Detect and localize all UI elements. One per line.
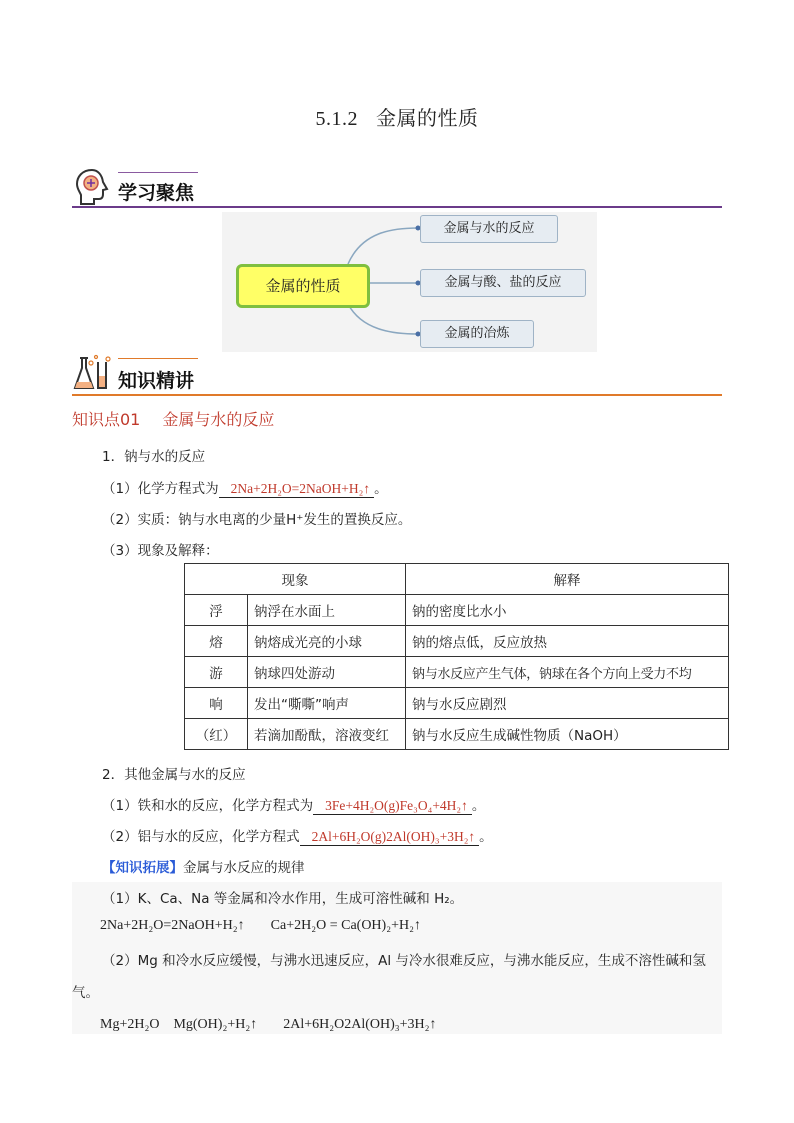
section2-label: 知识精讲 — [118, 370, 195, 392]
row-phenomenon: 发出“嘶嘶”响声 — [248, 688, 406, 719]
s1-essence: （2）实质：钠与水电离的少量H⁺发生的置换反应。 — [102, 512, 412, 528]
table-row — [185, 626, 729, 657]
lab-flask-icon — [72, 354, 112, 394]
table-row — [185, 595, 729, 626]
s1-eq-prefix: （1）化学方程式为 — [102, 481, 219, 497]
extension-title: 金属与水反应的规律 — [183, 860, 305, 876]
kp-title-text: 金属与水的反应 — [162, 410, 275, 429]
head-brain-icon — [74, 168, 110, 206]
row-key: 游 — [185, 657, 248, 688]
extension-eq2 — [100, 1013, 437, 1033]
row-explanation: 钠的密度比水小 — [406, 595, 729, 626]
extension-eq1 — [100, 918, 421, 934]
mind-map-center: 金属的性质 — [236, 264, 370, 308]
title-text: 金属的性质 — [376, 106, 479, 130]
extension-heading — [102, 856, 305, 876]
table-row — [185, 688, 729, 719]
table-header-row — [185, 564, 729, 595]
section-learning-focus — [72, 166, 722, 210]
row-key: 响 — [185, 688, 248, 719]
mind-map-node-water: 金属与水的反应 — [420, 215, 558, 243]
row-key: 熔 — [185, 626, 248, 657]
phenomena-table — [184, 563, 729, 750]
row-key: （红） — [185, 719, 248, 750]
kp-number: 知识点01 — [72, 410, 141, 429]
extension-eq2a: Mg+2H₂O Mg(OH)₂+H₂↑ — [100, 1017, 258, 1032]
row-explanation: 钠与水反应生成碱性物质（NaOH） — [406, 719, 729, 750]
mind-map — [222, 212, 597, 352]
mind-map-node-smelting: 金属的冶炼 — [420, 320, 534, 348]
s1-eq-suffix: 。 — [374, 481, 388, 497]
s1-eq-answer: 2Na+2H₂O=2NaOH+H₂↑ — [219, 481, 374, 498]
s2-fe-line — [102, 794, 485, 815]
s2-heading: 2．其他金属与水的反应 — [102, 767, 246, 783]
mind-map-node-acid-salt: 金属与酸、盐的反应 — [420, 269, 586, 297]
table-header-phenomenon: 现象 — [185, 564, 406, 595]
title-number: 5.1.2 — [315, 108, 358, 130]
row-phenomenon: 钠浮在水面上 — [248, 595, 406, 626]
row-phenomenon: 钠熔成光亮的小球 — [248, 626, 406, 657]
row-phenomenon: 若滴加酚酞，溶液变红 — [248, 719, 406, 750]
s1-phenomena-label: （3）现象及解释： — [102, 543, 219, 559]
s2-fe-answer: 3Fe+4H₂O(g)Fe₃O₄+4H₂↑ — [313, 798, 472, 815]
extension-eq1a: 2Na+2H₂O=2NaOH+H₂↑ — [100, 918, 245, 933]
extension-p2a: （2）Mg 和冷水反应缓慢，与沸水迅速反应，Al 与冷水很难反应，与沸水能反应，生成不溶性碱和氢 — [102, 953, 706, 969]
extension-tag: 【知识拓展】 — [102, 860, 183, 876]
row-phenomenon: 钠球四处游动 — [248, 657, 406, 688]
s1-equation-line — [102, 477, 388, 498]
s2-al-answer: 2Al+6H₂O(g)2Al(OH)₃+3H₂↑ — [300, 829, 480, 846]
section1-label: 学习聚焦 — [118, 182, 195, 204]
extension-p1: （1）K、Ca、Na 等金属和冷水作用，生成可溶性碱和 H₂。 — [102, 891, 464, 907]
row-key: 浮 — [185, 595, 248, 626]
row-explanation: 钠的熔点低，反应放热 — [406, 626, 729, 657]
s1-heading: 1．钠与水的反应 — [102, 449, 206, 465]
table-header-explanation: 解释 — [406, 564, 729, 595]
table-row — [185, 657, 729, 688]
row-explanation: 钠与水反应剧烈 — [406, 688, 729, 719]
extension-eq1b: Ca+2H₂O = Ca(OH)₂+H₂↑ — [270, 918, 421, 933]
s2-fe-prefix: （1）铁和水的反应，化学方程式为 — [102, 798, 314, 814]
extension-eq2b: 2Al+6H₂O2Al(OH)₃+3H₂↑ — [283, 1017, 437, 1032]
knowledge-point-title — [72, 407, 274, 430]
table-row — [185, 719, 729, 750]
s2-fe-suffix: 。 — [471, 798, 486, 814]
s2-al-line — [102, 825, 493, 846]
page-title — [0, 102, 794, 131]
s2-al-suffix: 。 — [479, 829, 493, 845]
extension-p2b: 气。 — [72, 985, 99, 1001]
s2-al-prefix: （2）铝与水的反应，化学方程式 — [102, 829, 300, 845]
section-knowledge — [72, 352, 722, 398]
row-explanation: 钠与水反应产生气体，钠球在各个方向上受力不均 — [406, 657, 729, 688]
